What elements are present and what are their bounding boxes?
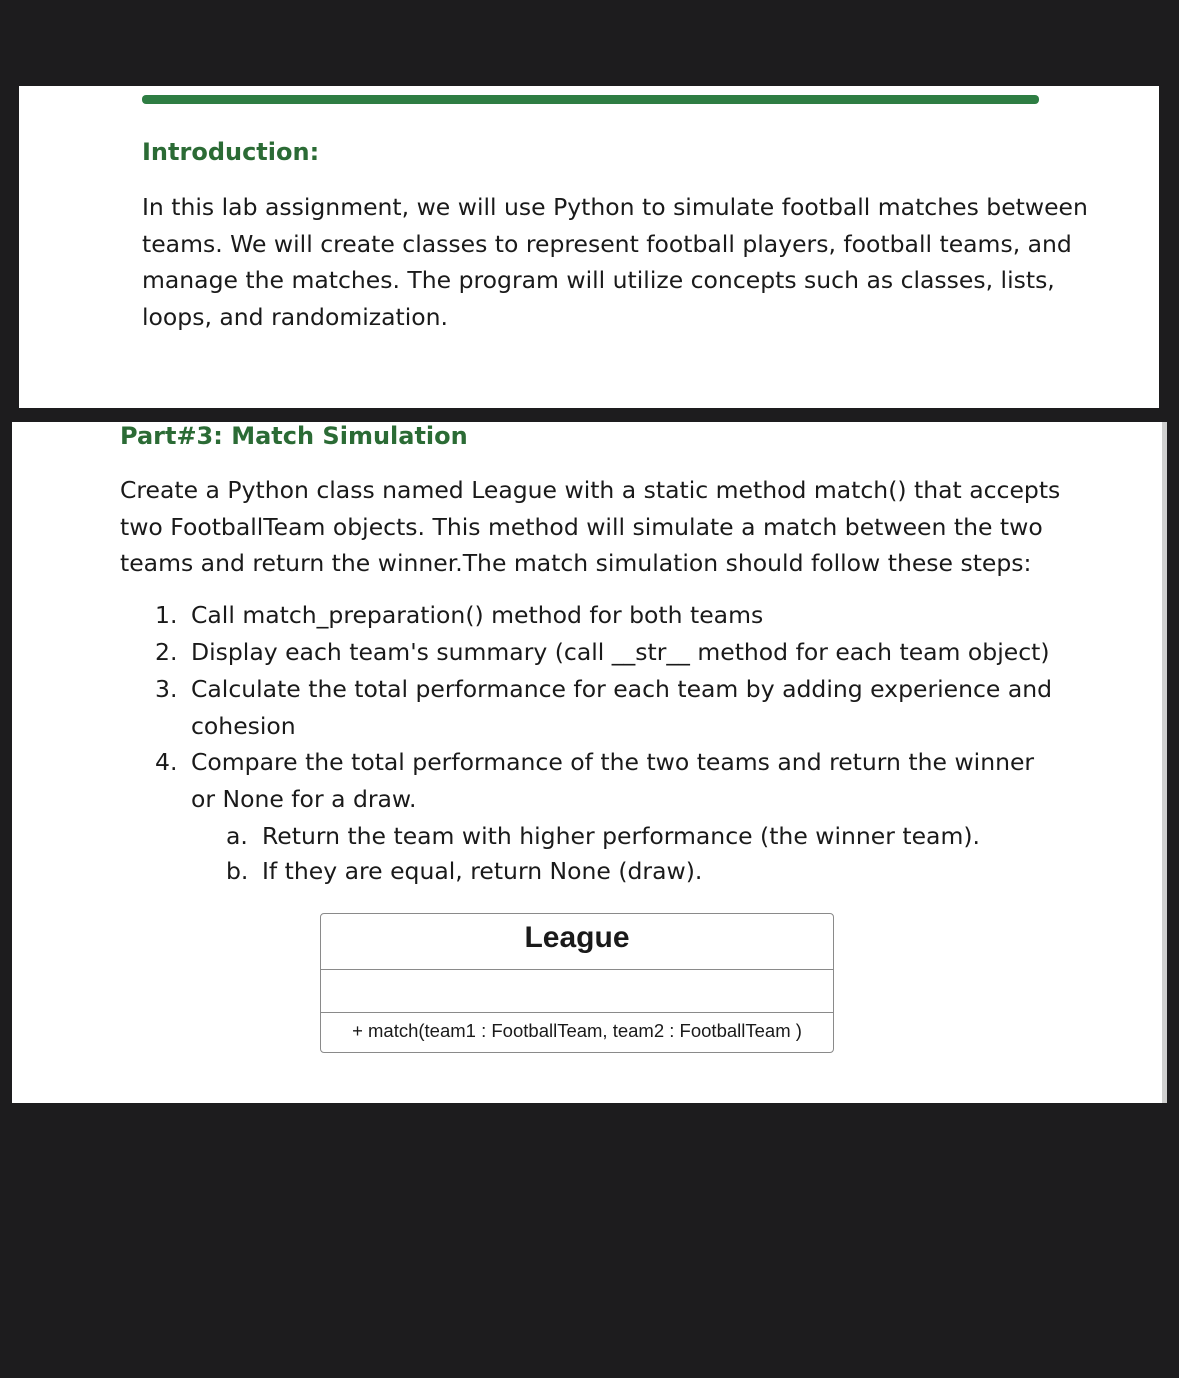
header-divider-bar <box>142 95 1039 104</box>
part3-line: Create a Python class named League with a static method match() that accepts <box>120 476 1061 504</box>
uml-class-diagram <box>320 913 834 1053</box>
uml-operation: + match(team1 : FootballTeam, team2 : FootballTeam ) <box>352 1020 802 1041</box>
step-text: Compare the total performance of the two teams and return the winner <box>191 748 1035 776</box>
substep-text: If they are equal, return None (draw). <box>262 857 703 885</box>
substep-letter: a. <box>226 822 248 850</box>
substep-text: Return the team with higher performance (the winner team). <box>262 822 980 850</box>
introduction-heading: Introduction: <box>142 138 320 166</box>
part3-paragraph <box>120 472 1061 582</box>
part3-heading: Part#3: Match Simulation <box>120 422 468 450</box>
uml-class-name: League <box>321 914 833 970</box>
step-number: 4. <box>155 748 178 776</box>
uml-attributes-section <box>321 970 833 1013</box>
step-text: or None for a draw. <box>191 784 417 813</box>
step-text: Display each team's summary (call __str__ method for each team object) <box>191 638 1050 666</box>
step-text: Call match_preparation() method for both teams <box>191 601 764 629</box>
part3-page <box>12 422 1167 1103</box>
step-number: 2. <box>155 638 178 666</box>
substep-letter: b. <box>226 857 249 885</box>
intro-line: teams. We will create classes to represent football players, football teams, and <box>142 229 1072 258</box>
introduction-page <box>19 86 1159 408</box>
part3-line: teams and return the winner.The match simulation should follow these steps: <box>120 549 1032 577</box>
introduction-paragraph <box>142 189 1088 335</box>
step-text: Calculate the total performance for each team by adding experience and <box>191 675 1053 703</box>
intro-line: loops, and randomization. <box>142 302 448 331</box>
intro-line: In this lab assignment, we will use Python to simulate football matches between <box>142 193 1088 221</box>
part3-line: two FootballTeam objects. This method will simulate a match between the two <box>120 512 1043 541</box>
step-number: 1. <box>155 601 178 629</box>
intro-line: manage the matches. The program will utilize concepts such as classes, lists, <box>142 266 1055 294</box>
step-text: cohesion <box>191 711 296 740</box>
step-number: 3. <box>155 675 178 703</box>
